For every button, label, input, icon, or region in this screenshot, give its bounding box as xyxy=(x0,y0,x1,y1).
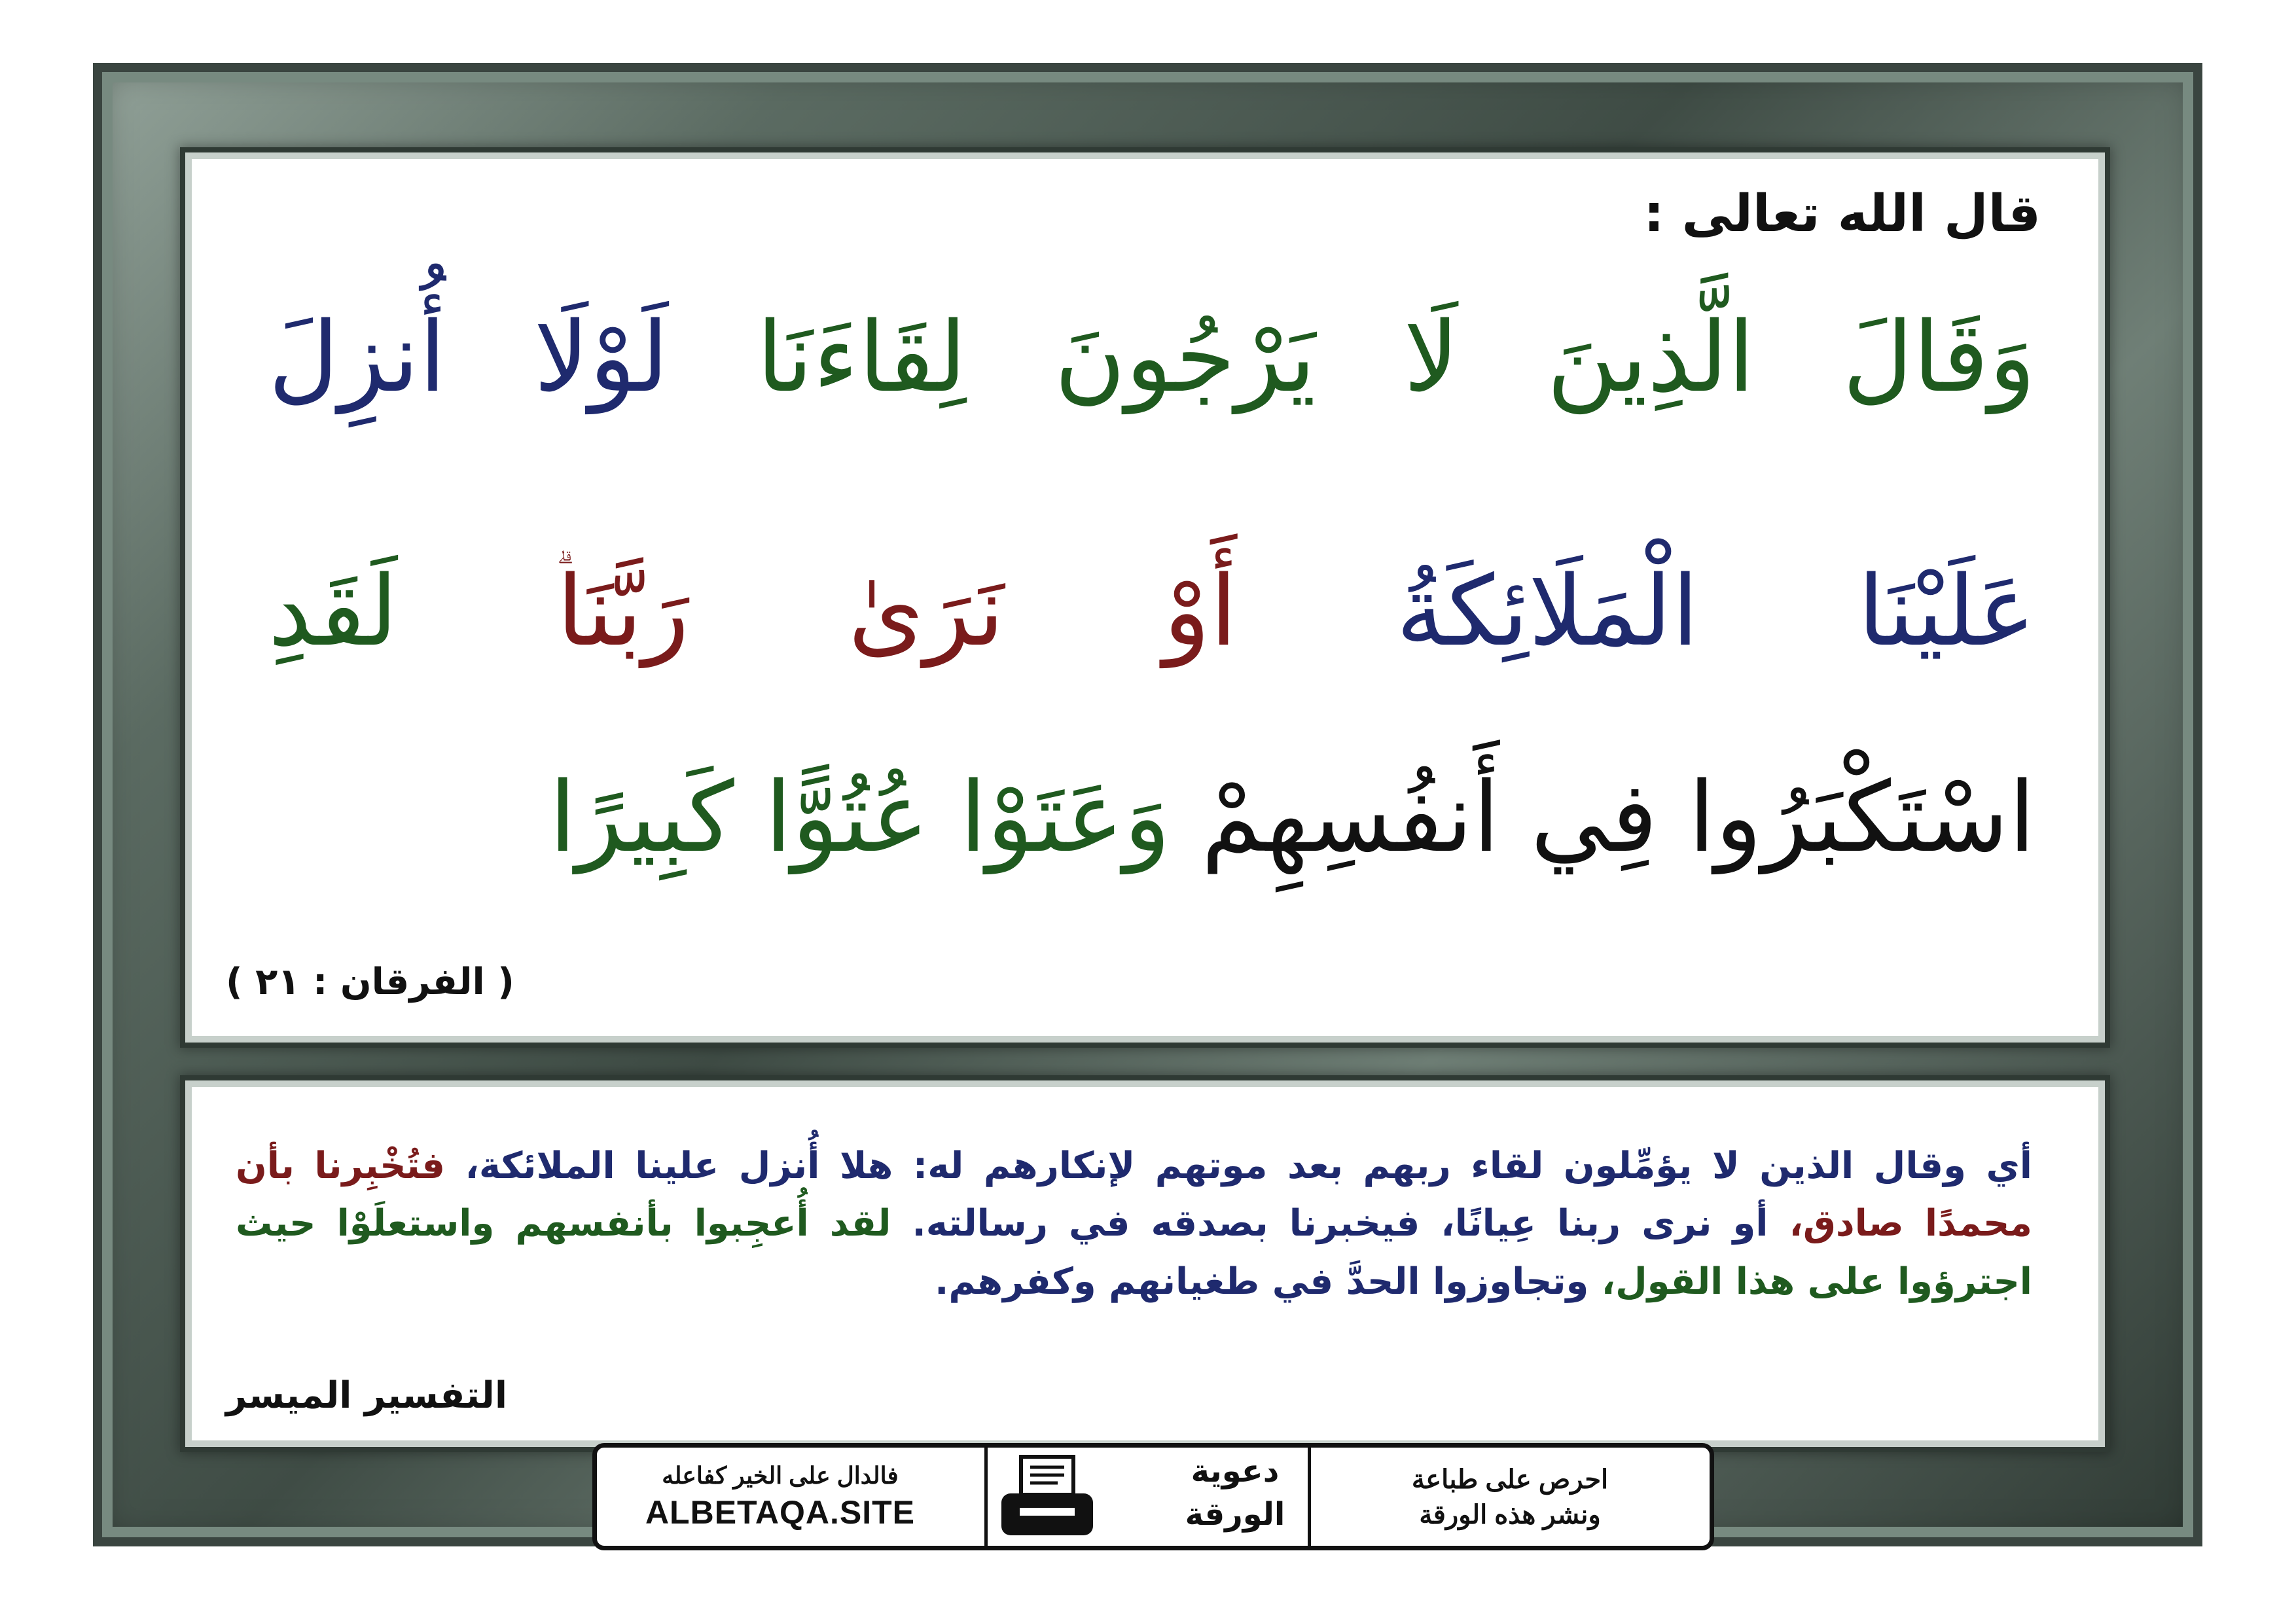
footer-proverb: فالدال على الخير كفاعله xyxy=(662,1462,899,1489)
verse-word: نَرَىٰ xyxy=(848,555,1005,668)
logo-line-1: دعوية xyxy=(1191,1453,1280,1489)
verse-word: أَوْ xyxy=(1163,555,1238,668)
verse-intro: قال الله تعالى : xyxy=(1643,185,2041,243)
tafsir-segment: أو نرى ربنا عِيانًا، فيخبرنا بصدقه في رسالته. xyxy=(891,1202,1789,1245)
verse-word: وَقَالَ xyxy=(1842,301,2036,414)
kufic-logo-icon xyxy=(1170,1450,1300,1543)
tafsir-segment: لقد أُعجِبوا بأنفسهم واستعلَوْا حيث اجترؤوا على هذا القول، xyxy=(236,1202,2032,1303)
footer-divider xyxy=(1308,1448,1311,1546)
footer-site-link[interactable]: ALBETAQA.SITE xyxy=(645,1494,916,1531)
verse-reference: ( الفرقان : ٢١ ) xyxy=(226,961,514,1003)
verse-line-1 xyxy=(268,301,2036,414)
footer-cta-line-2: ونشر هذه الورقة xyxy=(1419,1501,1601,1529)
verse-word: عَلَيْنَا xyxy=(1857,555,2036,668)
printer-icon xyxy=(995,1453,1100,1541)
verse-word: الَّذِينَ xyxy=(1547,301,1755,414)
verse-word: اسْتَكْبَرُوا xyxy=(1688,761,2036,874)
verse-word: أُنزِلَ xyxy=(268,301,446,414)
tafsir-source: التفسير الميسر xyxy=(226,1374,508,1417)
verse-line-2 xyxy=(268,553,2036,668)
verse-word: عُتُوًّا xyxy=(764,761,929,874)
verse-word: كَبِيرًا xyxy=(549,761,734,874)
verse-word: فِي xyxy=(1530,761,1658,874)
verse-word: لَقَدِ xyxy=(268,555,398,668)
verse-word: وَعَتَوْا xyxy=(960,761,1171,874)
verse-word: لَا xyxy=(1403,301,1460,414)
footer-call-to-action xyxy=(1317,1462,1703,1533)
verse-word: لِقَاءَنَا xyxy=(756,301,967,414)
tafsir-paragraph xyxy=(236,1137,2032,1311)
verse-word: رَبَّنَا xyxy=(556,555,689,668)
tafsir-segment: فتُخْبِرنا بأن محمدًا صادق، xyxy=(236,1145,2032,1245)
verse-line-3 xyxy=(543,761,2036,874)
logo-line-2: الورقة xyxy=(1185,1496,1285,1533)
footer-cta-line-1: احرص على طباعة xyxy=(1411,1465,1609,1494)
verse-word: لَوْلَا xyxy=(533,301,669,414)
tafsir-segment: أي وقال الذين لا يؤمِّلون لقاء ربهم بعد موتهم لإنكارهم له: هلا أُنزل علينا الملائكة، xyxy=(445,1145,2032,1187)
footer-banner xyxy=(592,1443,1714,1550)
tafsir-segment: وتجاوزوا الحدَّ في طغيانهم وكفرهم. xyxy=(935,1260,1589,1303)
verse-word: أَنفُسِهِمْ xyxy=(1201,761,1500,874)
footer-divider xyxy=(984,1448,988,1546)
verse-word: يَرْجُونَ xyxy=(1054,301,1316,414)
footer-left xyxy=(597,1462,963,1531)
verse-word: الْمَلَائِكَةُ xyxy=(1396,555,1699,668)
